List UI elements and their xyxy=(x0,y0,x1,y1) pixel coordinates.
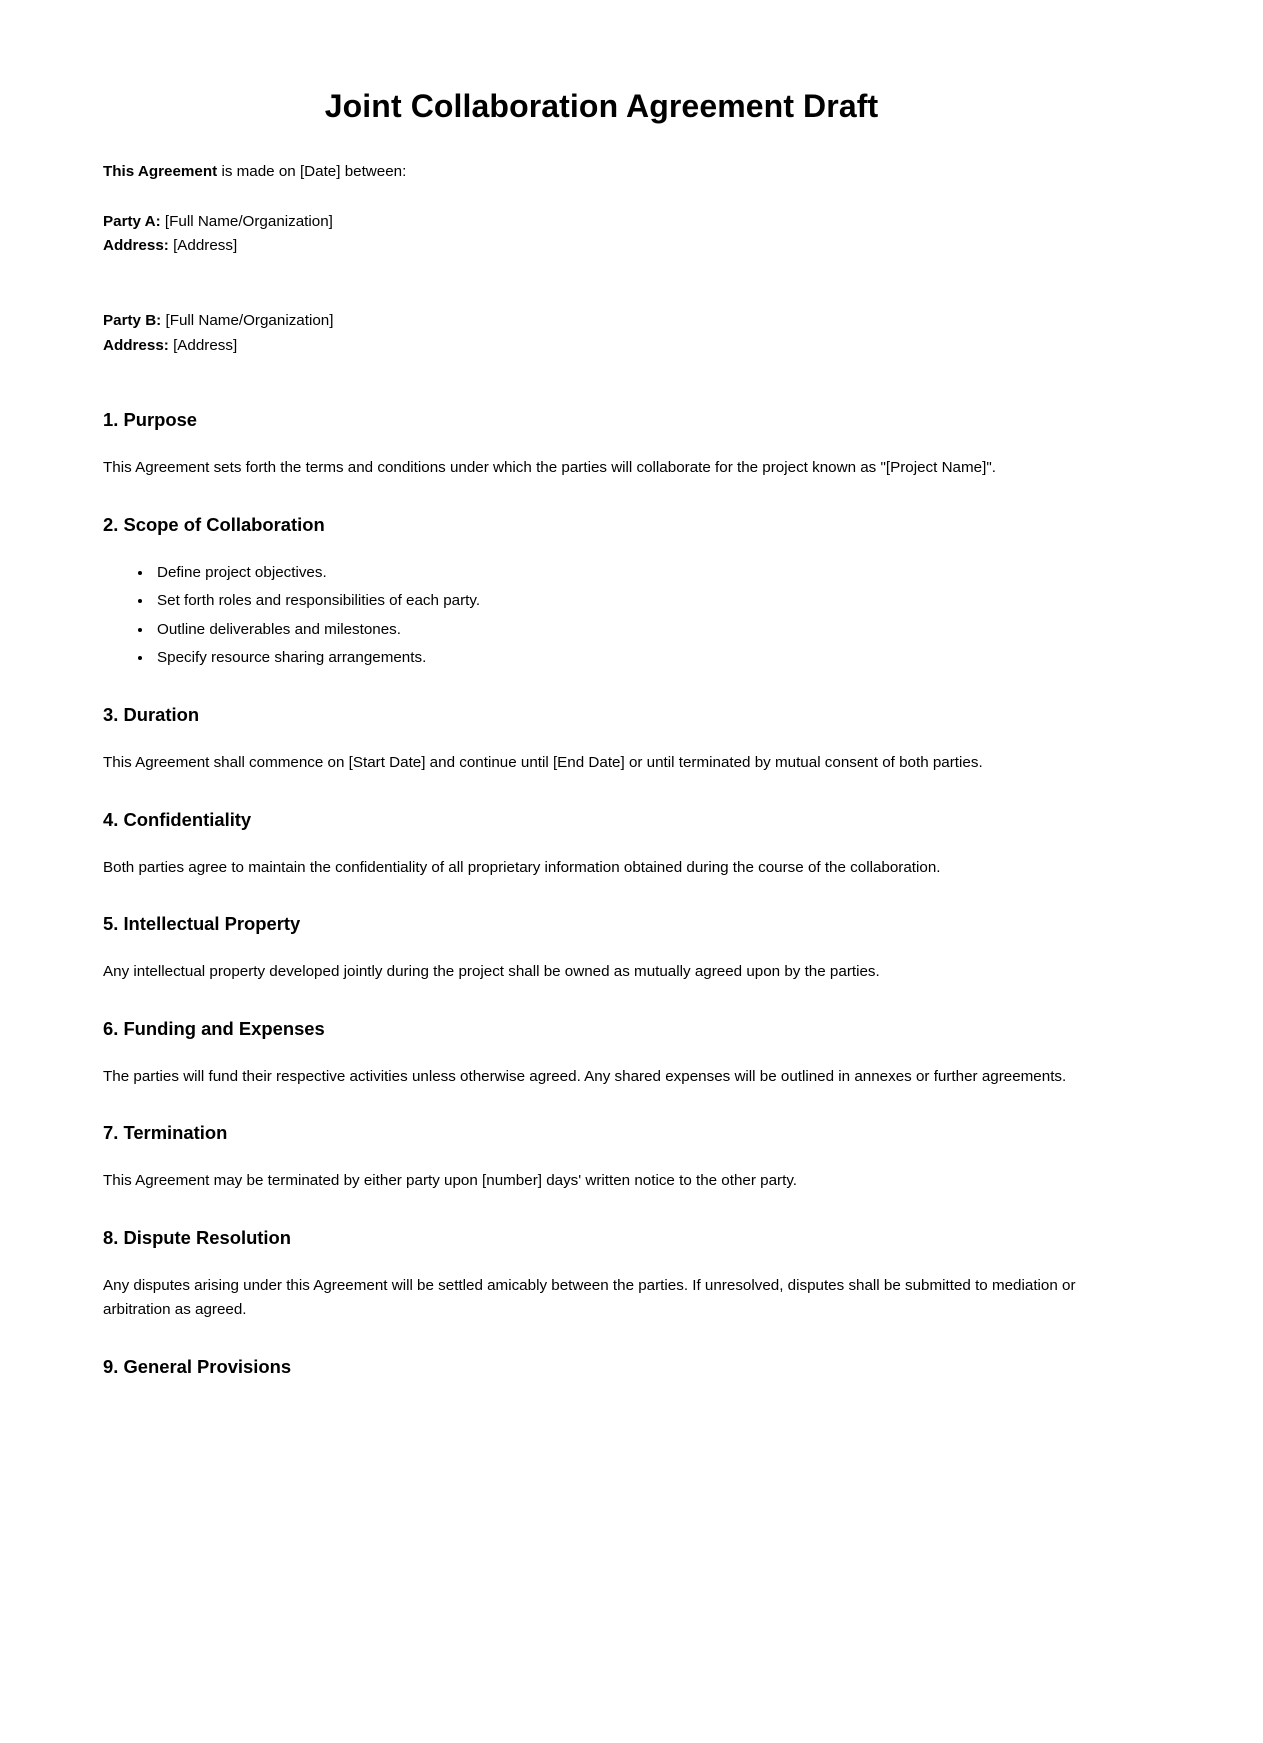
section-heading-purpose: 1. Purpose xyxy=(103,409,198,431)
party-b-name-label: Party B: xyxy=(103,311,162,329)
section-heading-scope-of-collaboration: 2. Scope of Collaboration xyxy=(103,513,325,535)
party-a-name-label: Party A: xyxy=(103,212,161,230)
section-heading-general-provisions: 9. General Provisions xyxy=(103,1356,292,1377)
section-body-confidentiality: Both parties agree to maintain the confidentiality of all proprietary information obtained during the course of the collaboration. xyxy=(103,858,941,876)
intro-paragraph xyxy=(103,160,1100,185)
intro-bold-lead: This Agreement xyxy=(103,163,218,180)
section-body-funding-and-expenses: The parties will fund their respective activities unless otherwise agreed. Any shared expenses will be outlined in annexes or further agreements. xyxy=(103,1067,1067,1085)
list-item: • Define project objectives. xyxy=(153,561,1100,586)
section-body-purpose: This Agreement sets forth the terms and conditions under which the parties will collaborate for the project known as "[Project Name]". xyxy=(103,459,996,477)
party-a-name-value: [Full Name/Organization] xyxy=(160,212,333,230)
party-b-block xyxy=(103,309,1100,358)
section-heading-duration: 3. Duration xyxy=(103,704,200,726)
party-b-name-value: [Full Name/Organization] xyxy=(161,311,334,329)
party-a-address-value: [Address] xyxy=(168,237,238,255)
scope-bullet-list xyxy=(103,561,1100,672)
intro-rest: is made on [Date] between: xyxy=(217,163,407,180)
party-a-address-label: Address: xyxy=(103,237,169,255)
party-a-block xyxy=(103,210,1100,259)
list-item: • Outline deliverables and milestones. xyxy=(153,618,1100,643)
section-body-intellectual-property: Any intellectual property developed jointly during the project shall be owned as mutually agreed upon by the parties. xyxy=(103,963,880,981)
section-heading-termination: 7. Termination xyxy=(103,1122,228,1144)
section-heading-intellectual-property: 5. Intellectual Property xyxy=(103,913,301,935)
page-bottom-whitespace xyxy=(103,1403,1100,1703)
section-heading-funding-and-expenses: 6. Funding and Expenses xyxy=(103,1017,325,1039)
section-heading-confidentiality: 4. Confidentiality xyxy=(103,808,252,830)
list-item: • Specify resource sharing arrangements. xyxy=(153,646,1100,671)
list-item: • Set forth roles and responsibilities of each party. xyxy=(153,589,1100,614)
section-body-termination: This Agreement may be terminated by either party upon [number] days' written notice to the other party. xyxy=(103,1172,798,1190)
party-b-address-label: Address: xyxy=(103,336,169,354)
party-b-address-value: [Address] xyxy=(168,336,238,354)
page-title: Joint Collaboration Agreement Draft xyxy=(324,88,879,124)
section-body-dispute-resolution: Any disputes arising under this Agreement will be settled amicably between the parties. If unresolved, disputes shall be submitted to mediation or arbitration as agreed. xyxy=(103,1276,1076,1319)
section-heading-dispute-resolution: 8. Dispute Resolution xyxy=(103,1226,292,1248)
section-body-duration: This Agreement shall commence on [Start Date] and continue until [End Date] or until terminated by mutual consent of both parties. xyxy=(103,754,983,772)
